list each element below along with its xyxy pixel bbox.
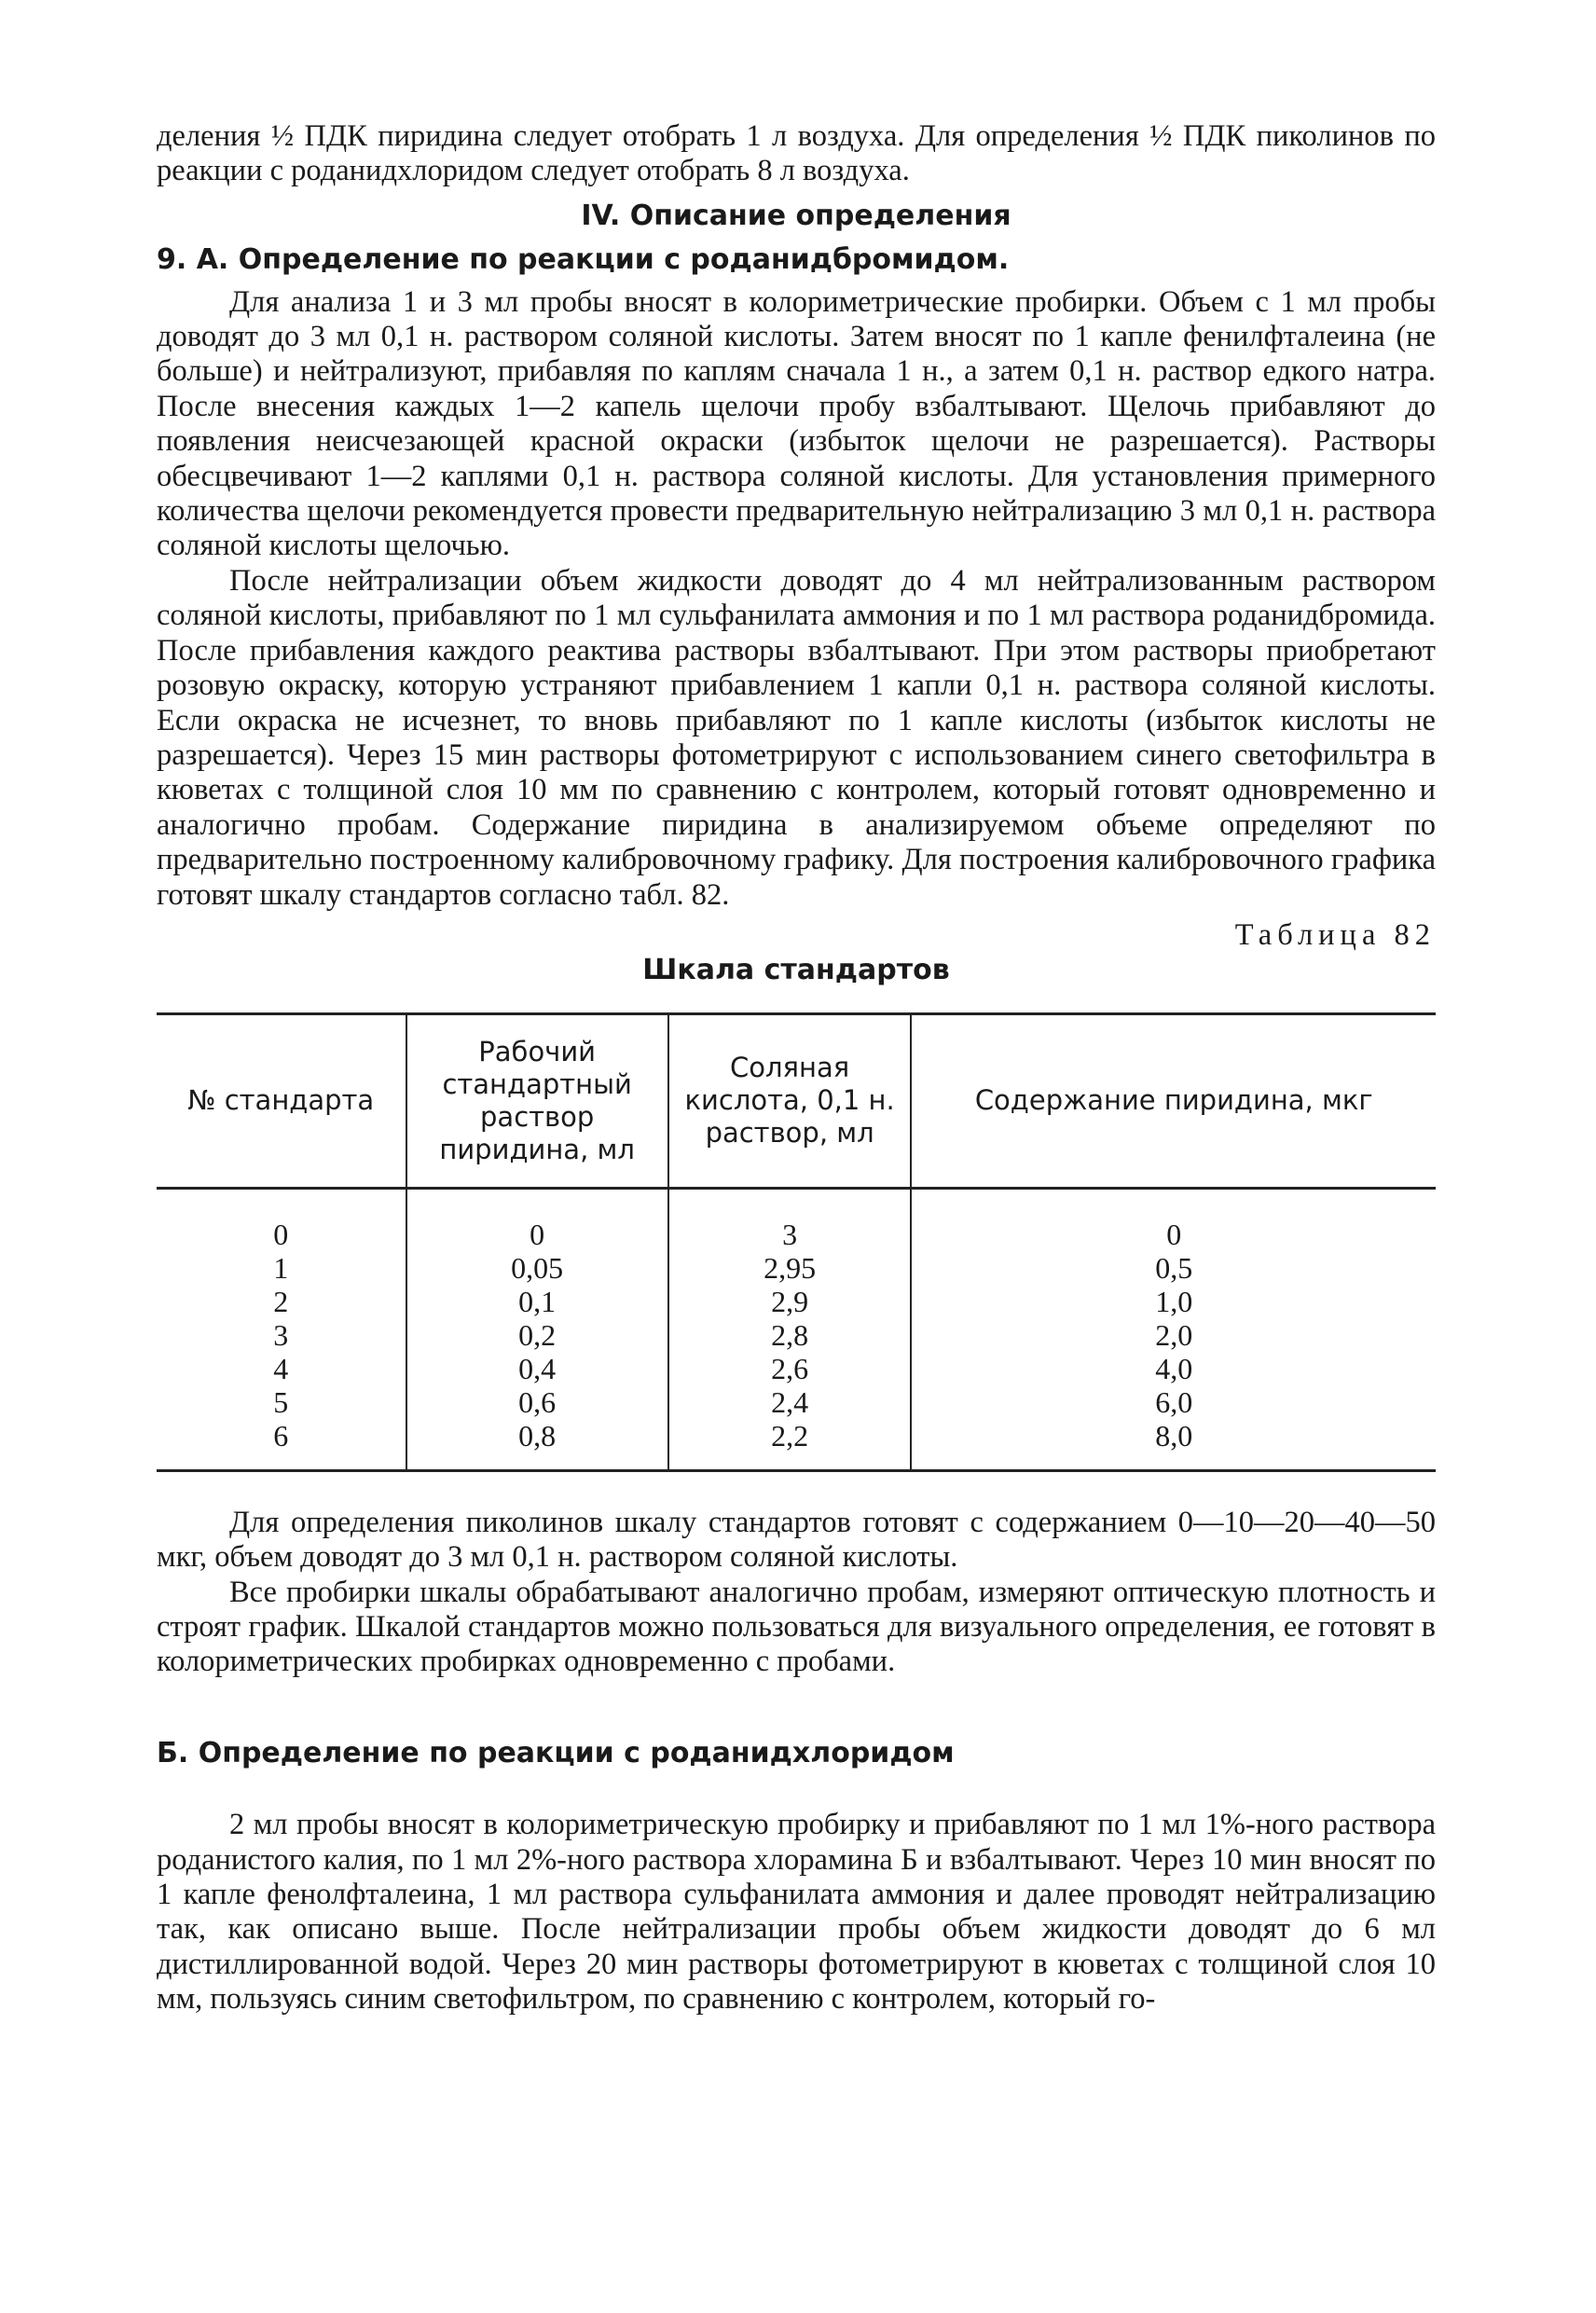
document-page — [157, 119, 1436, 2017]
table-title: Шкала стандартов — [642, 954, 950, 987]
table-number-label: Таблица 82 — [1234, 917, 1436, 952]
cell-pyridine-content: 6,0 — [1155, 1384, 1193, 1419]
after-table-paragraph-1: Для определения пиколинов шкалу стандартов готовят с содержанием 0—10—20—40—50 мкг, объем доводят до 3 мл 0,1 н. раствором соляной кислоты. — [157, 1505, 1436, 1575]
cell-working-solution: 0,6 — [518, 1384, 557, 1419]
cell-hydrochloric-acid: 2,6 — [771, 1351, 809, 1385]
after-table-paragraph-2: Все пробирки шкалы обрабатывают аналогично пробам, измеряют оптическую плотность и строят график. Шкалой стандартов можно пользоваться для визуального определения, ее готовят в колориметрических пробирках одновременно с пробами. — [157, 1575, 1436, 1679]
cell-standard-number: 3 — [273, 1317, 289, 1352]
cell-standard-number: 5 — [273, 1384, 289, 1419]
table-body-row — [157, 1188, 1436, 1470]
cell-working-solution: 0,8 — [518, 1418, 557, 1453]
cell-working-solution: 0,4 — [518, 1351, 557, 1385]
header-pyridine-content: Содержание пиридина, мкг — [911, 1013, 1436, 1188]
cell-working-solution: 0 — [530, 1217, 545, 1251]
cell-working-solution: 0,2 — [518, 1317, 557, 1352]
cell-standard-number: 1 — [273, 1250, 289, 1285]
cell-pyridine-content: 8,0 — [1155, 1418, 1193, 1453]
part-a-paragraph-1: Для анализа 1 и 3 мл пробы вносят в колориметрические пробирки. Объем с 1 мл пробы доводят до 3 мл 0,1 н. раствором соляной кислоты. Затем вносят по 1 капле фенилфталеина (не больше) и нейтрализуют, прибавляя по каплям сначала 1 н., а затем 0,1 н. раствор едкого натра. После внесения каждых 1—2 капель щелочи пробу взбалтывают. Щелочь прибавляют до появления неисчезающей красной окраски (избыток щелочи не разрешается). Растворы обесцвечивают 1—2 каплями 0,1 н. раствора соляной кислоты. Для установления примерного количества щелочи рекомендуется провести предварительную нейтрализацию 3 мл 0,1 н. раствора соляной кислоты щелочью. — [157, 284, 1436, 563]
cell-hydrochloric-acid: 3 — [782, 1217, 798, 1251]
column-standard-number — [157, 1188, 406, 1470]
cell-working-solution: 0,1 — [518, 1284, 557, 1318]
part-a-paragraph-2: После нейтрализации объем жидкости доводят до 4 мл нейтрализованным раствором соляной кислоты, прибавляют по 1 мл сульфанилата аммония и по 1 мл раствора роданидбромида. После прибавления каждого реактива растворы взбалтывают. При этом растворы приобретают розовую окраску, которую устраняют прибавлением 1 капли 0,1 н. раствора соляной кислоты. Если окраска не исчезнет, то вновь прибавляют по 1 капле кислоты (избыток кислоты не разрешается). Через 15 мин растворы фотометрируют с использованием синего светофильтра в кюветах с толщиной слоя 10 мм по сравнению с контролем, который готовят одновременно и аналогично пробам. Содержание пиридина в анализируемом объеме определяют по предварительно построенному калибровочному графику. Для построения калибровочного графика готовят шкалу стандартов согласно табл. 82. — [157, 563, 1436, 912]
section-heading: IV. Описание определения — [581, 199, 1011, 232]
cell-hydrochloric-acid: 2,2 — [771, 1418, 809, 1453]
cell-pyridine-content: 1,0 — [1155, 1284, 1193, 1318]
cell-standard-number: 6 — [273, 1418, 289, 1453]
cell-hydrochloric-acid: 2,95 — [764, 1250, 817, 1285]
cell-pyridine-content: 0 — [1166, 1217, 1182, 1251]
cell-pyridine-content: 0,5 — [1155, 1250, 1193, 1285]
intro-paragraph: деления ½ ПДК пиридина следует отобрать 1 л воздуха. Для определения ½ ПДК пиколинов по реакции с роданидхлоридом следует отобрать 8 л воздуха. — [157, 119, 1436, 188]
table-header-row — [157, 1013, 1436, 1188]
cell-hydrochloric-acid: 2,8 — [771, 1317, 809, 1352]
header-working-solution: Рабочий стандартный раствор пиридина, мл — [406, 1013, 668, 1188]
cell-standard-number: 4 — [273, 1351, 289, 1385]
cell-standard-number: 2 — [273, 1284, 289, 1318]
column-working-solution — [406, 1188, 668, 1470]
column-hydrochloric-acid — [668, 1188, 912, 1470]
cell-pyridine-content: 2,0 — [1155, 1317, 1193, 1352]
header-standard-number: № стандарта — [157, 1013, 406, 1188]
cell-standard-number: 0 — [273, 1217, 289, 1251]
cell-hydrochloric-acid: 2,4 — [771, 1384, 809, 1419]
cell-working-solution: 0,05 — [511, 1250, 564, 1285]
part-a-heading: 9. А. Определение по реакции с роданидбромидом. — [157, 243, 1010, 277]
part-b-heading: Б. Определение по реакции с роданидхлоридом — [157, 1736, 955, 1769]
cell-hydrochloric-acid: 2,9 — [771, 1284, 809, 1318]
standards-table — [157, 1012, 1436, 1472]
header-hydrochloric-acid: Соляная кислота, 0,1 н. раствор, мл — [668, 1013, 912, 1188]
cell-pyridine-content: 4,0 — [1155, 1351, 1193, 1385]
part-b-paragraph-1: 2 мл пробы вносят в колориметрическую пробирку и прибавляют по 1 мл 1%-ного раствора роданистого калия, по 1 мл 2%-ного раствора хлорамина Б и взбалтывают. Через 10 мин вносят по 1 капле фенолфталеина, 1 мл раствора сульфанилата аммония и далее проводят нейтрализацию так, как описано выше. После нейтрализации пробы объем жидкости доводят до 6 мл дистиллированной водой. Через 20 мин растворы фотометрируют в кюветах с толщиной слоя 10 мм, пользуясь синим светофильтром, по сравнению с контролем, который го- — [157, 1808, 1436, 2017]
column-pyridine-content — [911, 1188, 1436, 1470]
